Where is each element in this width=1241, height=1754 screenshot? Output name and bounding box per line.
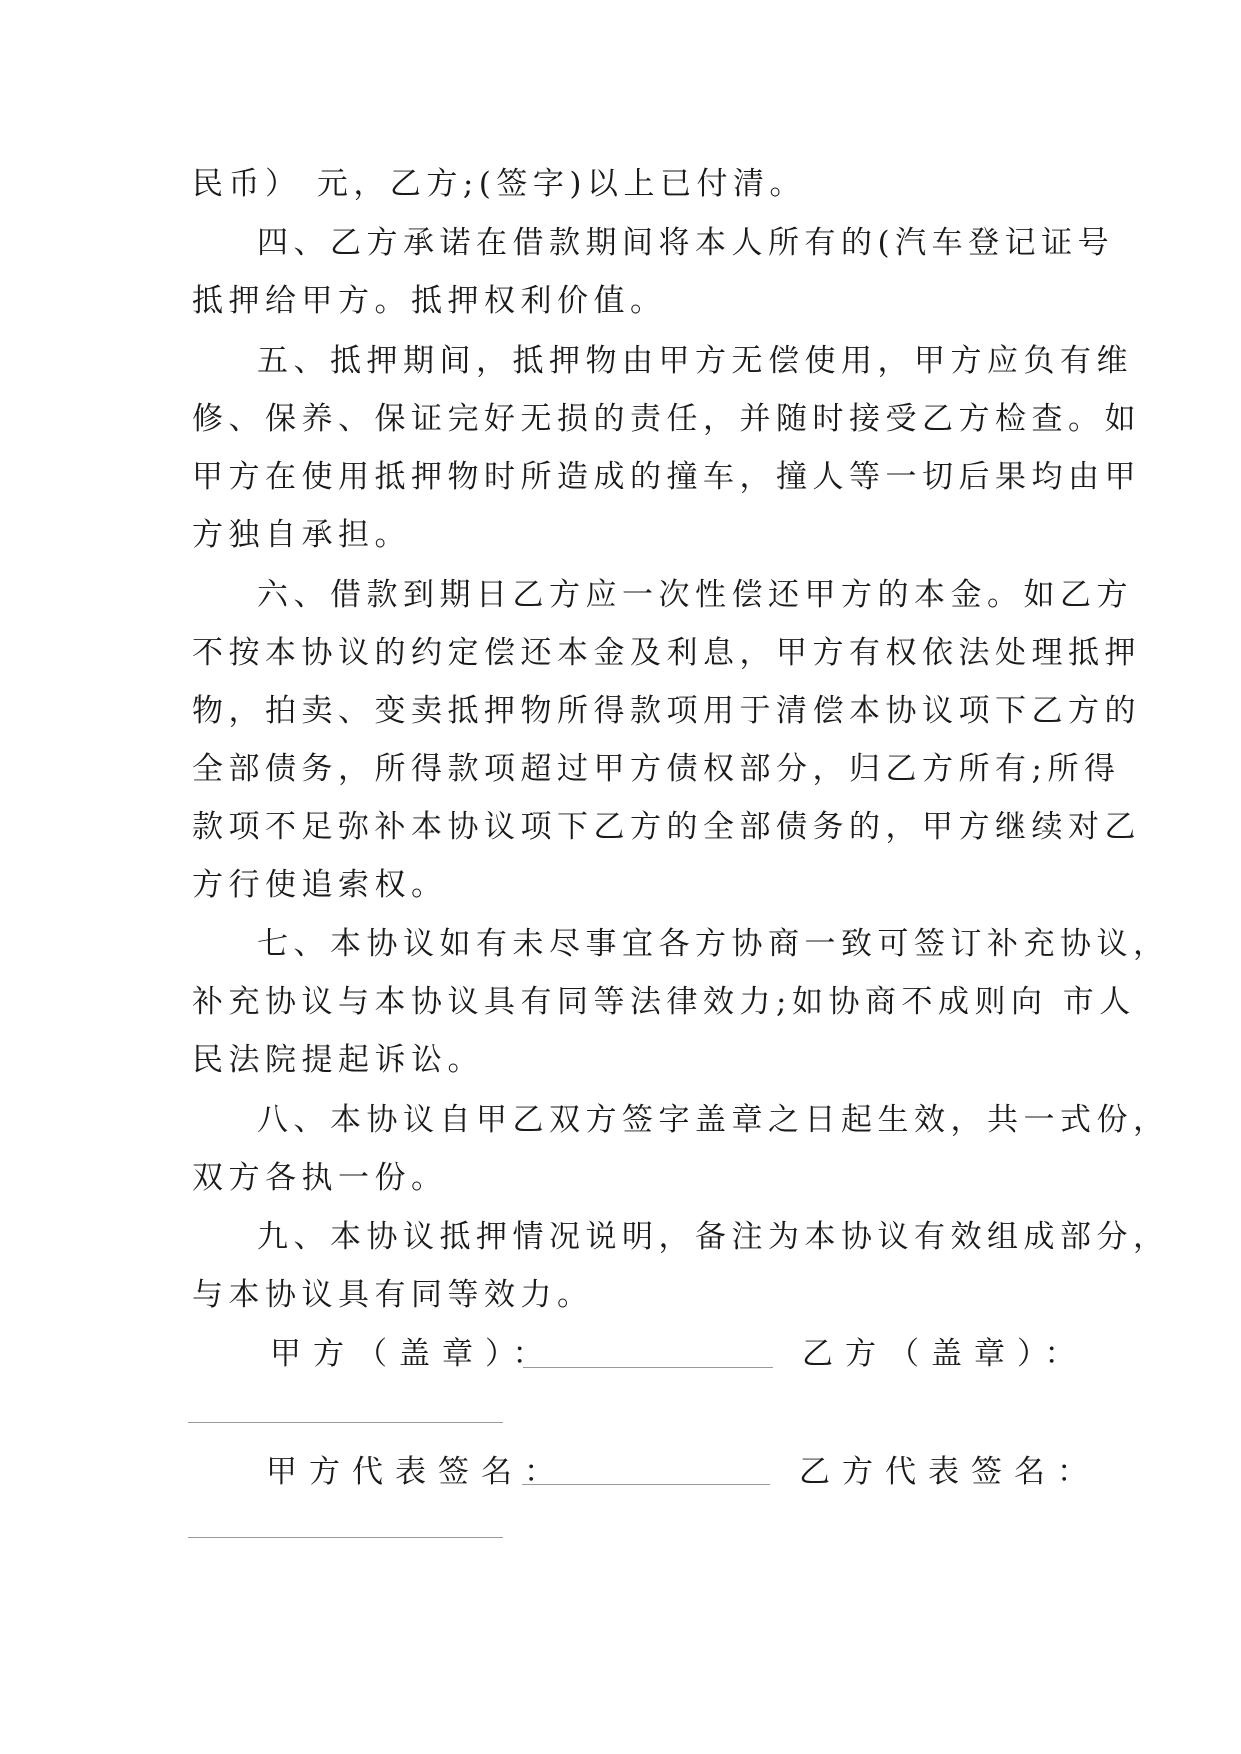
paragraph-3-line-1: 民币） 元，乙方;(签字)以上已付清。 <box>192 166 806 202</box>
paragraph-6-line-4: 全部债务，所得款项超过甲方债权部分，归乙方所有;所得 <box>192 751 1121 787</box>
paragraph-6-line-5: 款项不足弥补本协议项下乙方的全部债务的，甲方继续对乙 <box>192 809 1141 845</box>
paragraph-7-line-2: 补充协议与本协议具有同等法律效力;如协商不成则向 市人 <box>192 984 1136 1020</box>
party-a-rep-label: 甲方代表签名： <box>266 1454 567 1490</box>
paragraph-5-line-1: 五、抵押期间，抵押物由甲方无偿使用，甲方应负有维 <box>257 343 1133 379</box>
party-a-seal-label: 甲方（盖章）： <box>270 1336 556 1372</box>
party-b-rep-label: 乙方代表签名： <box>799 1454 1100 1490</box>
paragraph-8-line-2: 双方各执一份。 <box>192 1160 448 1196</box>
party-a-rep-blank <box>522 1484 770 1485</box>
paragraph-7-line-3: 民法院提起诉讼。 <box>192 1042 484 1078</box>
paragraph-6-line-1: 六、借款到期日乙方应一次性偿还甲方的本金。如乙方 <box>257 577 1133 613</box>
paragraph-6-line-6: 方行使追索权。 <box>192 867 448 903</box>
paragraph-4-line-2: 抵押给甲方。抵押权利价值。 <box>192 283 667 319</box>
party-a-seal-blank <box>523 1367 773 1368</box>
party-b-seal-blank <box>188 1422 503 1423</box>
paragraph-5-line-2: 修、保养、保证完好无损的责任，并随时接受乙方检查。如 <box>192 401 1141 437</box>
paragraph-9-line-2: 与本协议具有同等效力。 <box>192 1277 594 1313</box>
paragraph-9-line-1: 九、本协议抵押情况说明，备注为本协议有效组成部分， <box>257 1219 1170 1255</box>
paragraph-8-line-1: 八、本协议自甲乙双方签字盖章之日起生效，共一式份， <box>257 1102 1170 1138</box>
paragraph-6-line-2: 不按本协议的约定偿还本金及利息，甲方有权依法处理抵押 <box>192 635 1141 671</box>
paragraph-4-line-1: 四、乙方承诺在借款期间将本人所有的(汽车登记证号 <box>257 225 1115 261</box>
paragraph-7-line-1: 七、本协议如有未尽事宜各方协商一致可签订补充协议， <box>257 926 1170 962</box>
paragraph-6-line-3: 物，拍卖、变卖抵押物所得款项用于清偿本协议项下乙方的 <box>192 693 1141 729</box>
party-b-rep-blank <box>188 1537 503 1538</box>
party-b-seal-label: 乙方（盖章）： <box>802 1336 1088 1372</box>
paragraph-5-line-4: 方独自承担。 <box>192 517 411 553</box>
paragraph-5-line-3: 甲方在使用抵押物时所造成的撞车，撞人等一切后果均由甲 <box>192 459 1141 495</box>
